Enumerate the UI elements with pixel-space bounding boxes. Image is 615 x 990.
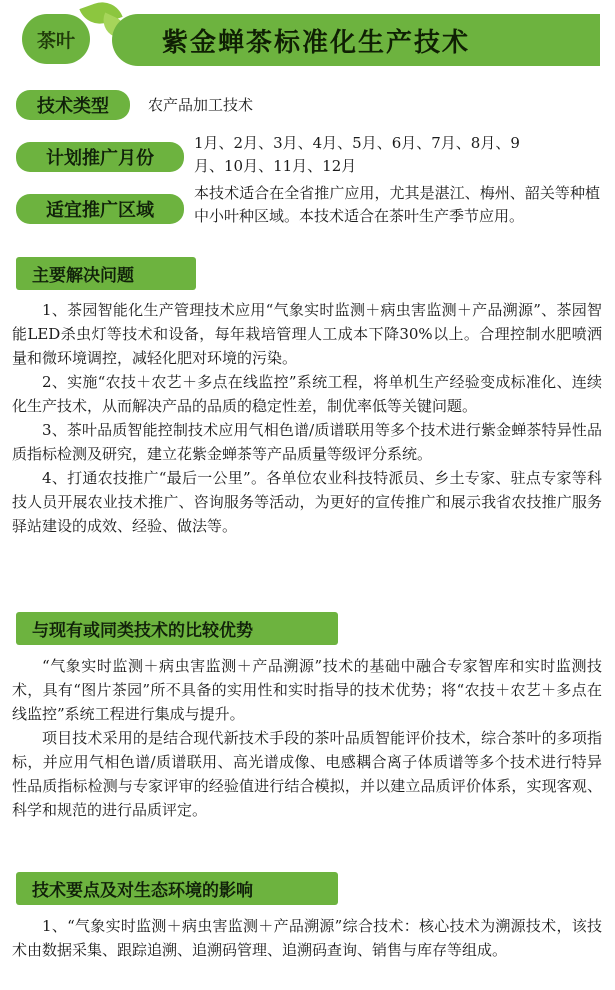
field-value-region: 本技术适合在全省推广应用，尤其是湛江、梅州、韶关等种植中小叶种区域。本技术适合在茶叶生产季节应用。 — [194, 184, 600, 225]
section-heading-problems — [16, 257, 196, 290]
page-title: 紫金蝉茶标准化生产技术 — [162, 27, 471, 58]
paragraph: 1、茶园智能化生产管理技术应用“气象实时监测＋病虫害监测＋产品溯源”、茶园智能LED杀虫灯等技术和设备，每年栽培管理人工成本下降30%以上。合理控制水肥喷洒量和微环境调控，减轻化肥对环境的污染。 — [12, 301, 602, 367]
section-heading-text: 与现有或同类技术的比较优势 — [32, 621, 253, 641]
title-bar — [112, 14, 600, 66]
paragraph: 项目技术采用的是结合现代新技术手段的茶叶品质智能评价技术，综合茶叶的多项指标，并应用气相色谱/质谱联用、高光谱成像、电感耦合离子体质谱等多个技术进行特异性品质指标检测与专家评审的经验值进行结合模拟，并以建立品质评价体系，实现客观、科学和规范的进行品质评定。 — [12, 729, 602, 819]
paragraph: 3、茶叶品质智能控制技术应用气相色谱/质谱联用等多个技术进行紫金蝉茶特异性品质指标检测及研究，建立花紫金蝉茶等产品质量等级评分系统。 — [12, 421, 602, 463]
category-badge — [22, 14, 90, 64]
section-heading-text: 技术要点及对生态环境的影响 — [32, 881, 253, 901]
paragraph: 2、实施“农技＋农艺＋多点在线监控”系统工程，将单机生产经验变成标准化、连续化生产技术，从而解决产品的品质的稳定性差，制优率低等关键问题。 — [12, 373, 602, 415]
paragraph: 1、“气象实时监测＋病虫害监测＋产品溯源”综合技术：核心技术为溯源技术，该技术由数据采集、跟踪追溯、追溯码管理、追溯码查询、销售与库存等组成。 — [12, 917, 602, 959]
field-label-region — [16, 194, 184, 224]
field-label-tech-type — [16, 90, 130, 120]
field-label-months — [16, 142, 184, 172]
paragraph: “气象实时监测＋病虫害监测＋产品溯源”技术的基础中融合专家智库和实时监测技术，具有“图片茶园”所不具备的实用性和实时指导的技术优势；将“农技＋农艺＋多点在线监控”系统工程进行集成与提升。 — [12, 657, 602, 723]
field-label-text: 适宜推广区域 — [46, 200, 154, 221]
section-heading-advantages — [16, 612, 338, 645]
section-body-advantages — [12, 654, 602, 822]
section-body-keypoints — [12, 914, 602, 962]
paragraph: 4、打通农技推广“最后一公里”。各单位农业科技特派员、乡土专家、驻点专家等科技人员开展农业技术推广、咨询服务等活动，为更好的宣传推广和展示我省农技推广服务驿站建设的成效、经验、做法等。 — [12, 469, 602, 535]
field-value-months: 1月、2月、3月、4月、5月、6月、7月、8月、9月、10月、11月、12月 — [194, 134, 520, 175]
section-heading-keypoints — [16, 872, 338, 905]
field-label-text: 技术类型 — [37, 96, 109, 117]
section-body-problems — [12, 298, 602, 538]
section-heading-text: 主要解决问题 — [32, 266, 134, 286]
field-label-text: 计划推广月份 — [46, 148, 154, 169]
field-value-tech-type: 农产品加工技术 — [148, 96, 254, 114]
category-badge-label: 茶叶 — [36, 29, 75, 52]
